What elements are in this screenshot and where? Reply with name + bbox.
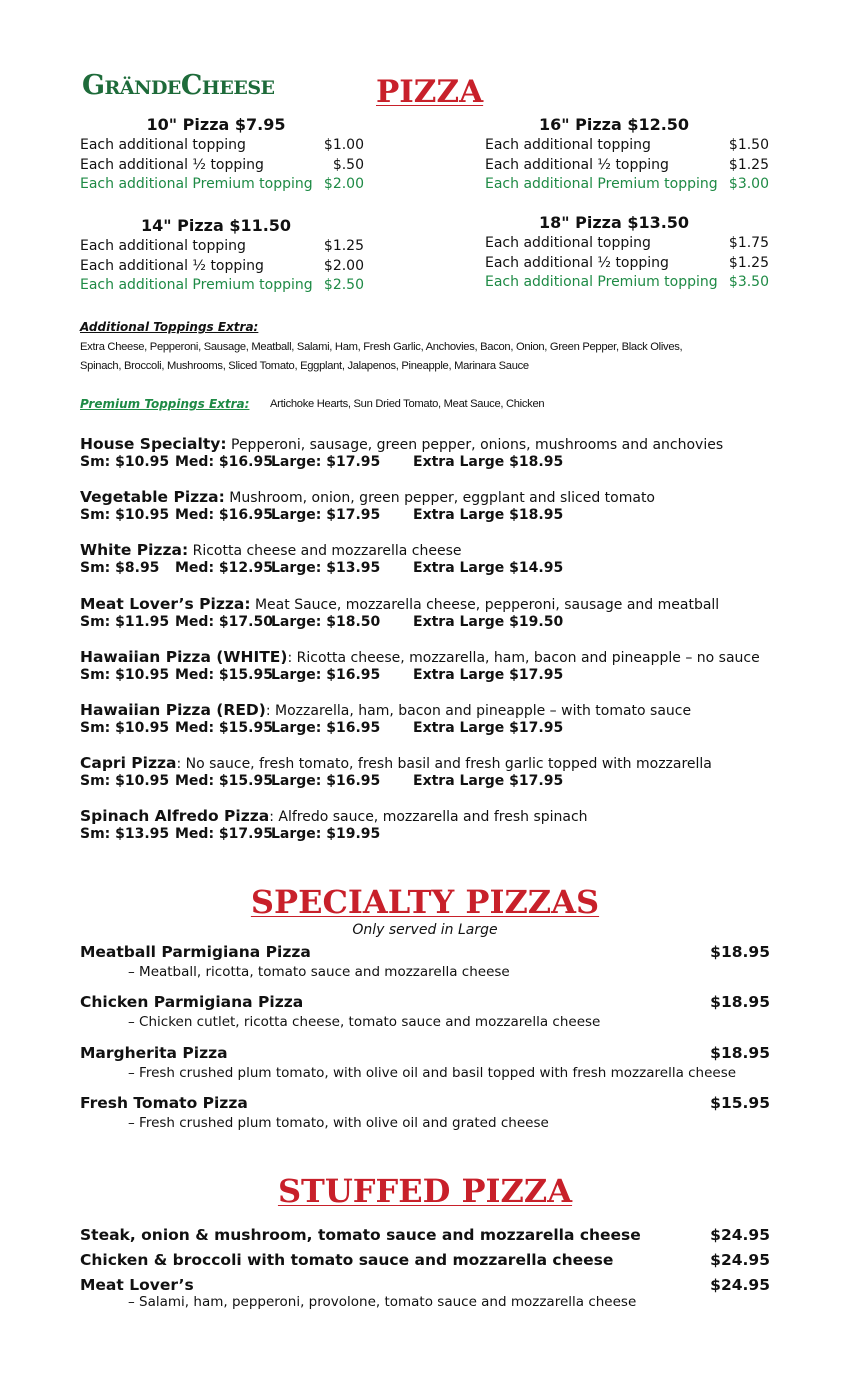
premium-toppings-text: Artichoke Hearts, Sun Dried Tomato, Meat Sauce, Chicken (270, 398, 545, 410)
specialty-hawaiian-red (80, 701, 780, 739)
row-label: Each additional Premium topping (485, 273, 718, 290)
logo: GrändeCheese (82, 70, 275, 101)
size-block-14 (80, 216, 364, 295)
item-desc: – Meatball, ricotta, tomato sauce and mozzarella cheese (128, 964, 510, 980)
item-name: Margherita Pizza (80, 1044, 228, 1062)
pizza-name: Meat Lover’s Pizza: (80, 595, 251, 613)
price-small: Sm: $10.95 (80, 507, 170, 523)
row-label: Each additional topping (80, 238, 246, 255)
price-xl: Extra Large $18.95 (413, 454, 564, 470)
row-label: Each additional topping (80, 137, 246, 154)
price-small: Sm: $11.95 (80, 614, 170, 630)
stuffed-item (80, 1251, 770, 1272)
row-price: $1.75 (728, 235, 769, 252)
additional-toppings-heading: Additional Toppings Extra: (80, 320, 259, 334)
price-xl: Extra Large $17.95 (413, 667, 564, 683)
specialty-item (80, 1044, 770, 1081)
price-small: Sm: $10.95 (80, 720, 170, 736)
row-price: $1.25 (323, 238, 364, 255)
row-price: $2.50 (323, 276, 364, 293)
stuffed-item (80, 1226, 770, 1247)
price-large: Large: $18.50 (271, 614, 381, 630)
item-price: $18.95 (710, 1044, 770, 1062)
row-price: $1.00 (323, 137, 364, 154)
price-large: Large: $17.95 (271, 507, 381, 523)
row-label: Each additional ½ topping (485, 156, 669, 173)
price-small: Sm: $10.95 (80, 773, 170, 789)
size-heading: 16" Pizza $12.50 (538, 115, 690, 134)
item-desc: – Fresh crushed plum tomato, with olive oil and grated cheese (128, 1115, 549, 1131)
row-price: $2.00 (323, 175, 364, 192)
additional-toppings-line1: Extra Cheese, Pepperoni, Sausage, Meatball, Salami, Ham, Fresh Garlic, Anchovies, Bacon, Onion, Green Pepper, Black Olives, (80, 341, 683, 353)
price-xl: Extra Large $18.95 (413, 507, 564, 523)
row-label: Each additional Premium topping (485, 175, 718, 192)
specialty-subtitle: Only served in Large (352, 922, 498, 938)
item-desc: – Salami, ham, pepperoni, provolone, tomato sauce and mozzarella cheese (128, 1294, 637, 1310)
pizza-name: Vegetable Pizza: (80, 488, 225, 506)
item-name: Fresh Tomato Pizza (80, 1094, 248, 1112)
item-price: $15.95 (710, 1094, 770, 1112)
pizza-title: PIZZA (376, 74, 484, 110)
price-medium: Med: $16.95 (175, 454, 273, 470)
row-price: $3.00 (728, 175, 769, 192)
pizza-desc: Pepperoni, sausage, green pepper, onions, mushrooms and anchovies (226, 437, 724, 453)
price-medium: Med: $17.95 (175, 826, 273, 842)
price-xl: Extra Large $17.95 (413, 773, 564, 789)
item-price: $24.95 (710, 1276, 770, 1294)
price-large: Large: $19.95 (271, 826, 381, 842)
specialty-item (80, 943, 770, 980)
size-heading: 14" Pizza $11.50 (140, 216, 292, 235)
pizza-desc: : Ricotta cheese, mozzarella, ham, bacon and pineapple – no sauce (287, 650, 760, 666)
specialty-hawaiian-white (80, 648, 780, 686)
pizza-name: House Specialty: (80, 435, 227, 453)
size-block-18 (485, 213, 769, 292)
stuffed-pizza-title: STUFFED PIZZA (277, 1172, 573, 1210)
price-small: Sm: $10.95 (80, 454, 170, 470)
specialty-meat-lover (80, 595, 780, 633)
row-label: Each additional Premium topping (80, 175, 313, 192)
price-large: Large: $16.95 (271, 720, 381, 736)
specialty-spinach-alfredo (80, 807, 780, 845)
item-name: Steak, onion & mushroom, tomato sauce and mozzarella cheese (80, 1226, 641, 1244)
specialty-house (80, 435, 780, 473)
item-price: $18.95 (710, 993, 770, 1011)
stuffed-item (80, 1276, 770, 1310)
specialty-white (80, 541, 780, 579)
pizza-desc: : Mozzarella, ham, bacon and pineapple – with tomato sauce (265, 703, 692, 719)
price-medium: Med: $17.50 (175, 614, 273, 630)
specialty-item (80, 1094, 770, 1131)
pizza-name: White Pizza: (80, 541, 189, 559)
price-large: Large: $17.95 (271, 454, 381, 470)
specialty-pizzas-title: SPECIALTY PIZZAS (250, 883, 600, 921)
item-price: $24.95 (710, 1226, 770, 1244)
row-price: $1.25 (728, 254, 769, 271)
row-price: $2.00 (323, 257, 364, 274)
additional-toppings-line2: Spinach, Broccoli, Mushrooms, Sliced Tomato, Eggplant, Jalapenos, Pineapple, Marinara Sauce (80, 360, 529, 372)
row-price: $1.50 (728, 137, 769, 154)
row-label: Each additional ½ topping (80, 156, 264, 173)
pizza-desc: : Alfredo sauce, mozzarella and fresh spinach (269, 809, 588, 825)
item-name: Chicken Parmigiana Pizza (80, 993, 304, 1011)
premium-toppings-heading: Premium Toppings Extra: (80, 397, 250, 411)
size-heading: 10" Pizza $7.95 (146, 115, 286, 134)
row-price: $.50 (332, 156, 364, 173)
price-large: Large: $16.95 (271, 773, 381, 789)
item-price: $24.95 (710, 1251, 770, 1269)
price-large: Large: $13.95 (271, 560, 381, 576)
specialty-vegetable (80, 488, 780, 526)
pizza-name: Hawaiian Pizza (RED) (80, 701, 266, 719)
price-large: Large: $16.95 (271, 667, 381, 683)
row-label: Each additional topping (485, 137, 651, 154)
item-name: Meat Lover’s (80, 1276, 194, 1294)
pizza-name: Hawaiian Pizza (WHITE) (80, 648, 288, 666)
item-price: $18.95 (710, 943, 770, 961)
row-price: $3.50 (728, 273, 769, 290)
price-medium: Med: $15.95 (175, 720, 273, 736)
specialty-item (80, 993, 770, 1030)
size-heading: 18" Pizza $13.50 (538, 213, 690, 232)
item-name: Meatball Parmigiana Pizza (80, 943, 311, 961)
price-xl: Extra Large $14.95 (413, 560, 564, 576)
price-medium: Med: $15.95 (175, 773, 273, 789)
item-desc: – Chicken cutlet, ricotta cheese, tomato sauce and mozzarella cheese (128, 1014, 601, 1030)
row-label: Each additional ½ topping (80, 257, 264, 274)
price-small: Sm: $13.95 (80, 826, 170, 842)
pizza-desc: Ricotta cheese and mozzarella cheese (188, 543, 462, 559)
pizza-desc: Meat Sauce, mozzarella cheese, pepperoni, sausage and meatball (250, 597, 720, 613)
row-label: Each additional Premium topping (80, 276, 313, 293)
pizza-name: Spinach Alfredo Pizza (80, 807, 270, 825)
price-small: Sm: $10.95 (80, 667, 170, 683)
row-label: Each additional topping (485, 235, 651, 252)
pizza-desc: Mushroom, onion, green pepper, eggplant and sliced tomato (224, 490, 655, 506)
price-xl: Extra Large $17.95 (413, 720, 564, 736)
price-medium: Med: $12.95 (175, 560, 273, 576)
item-desc: – Fresh crushed plum tomato, with olive oil and basil topped with fresh mozzarella cheese (128, 1065, 737, 1081)
size-block-10 (80, 115, 364, 194)
item-name: Chicken & broccoli with tomato sauce and mozzarella cheese (80, 1251, 614, 1269)
row-price: $1.25 (728, 156, 769, 173)
specialty-capri (80, 754, 780, 792)
price-small: Sm: $8.95 (80, 560, 160, 576)
size-block-16 (485, 115, 769, 194)
price-medium: Med: $16.95 (175, 507, 273, 523)
pizza-name: Capri Pizza (80, 754, 177, 772)
row-label: Each additional ½ topping (485, 254, 669, 271)
price-medium: Med: $15.95 (175, 667, 273, 683)
pizza-desc: : No sauce, fresh tomato, fresh basil and fresh garlic topped with mozzarella (176, 756, 712, 772)
price-xl: Extra Large $19.50 (413, 614, 564, 630)
